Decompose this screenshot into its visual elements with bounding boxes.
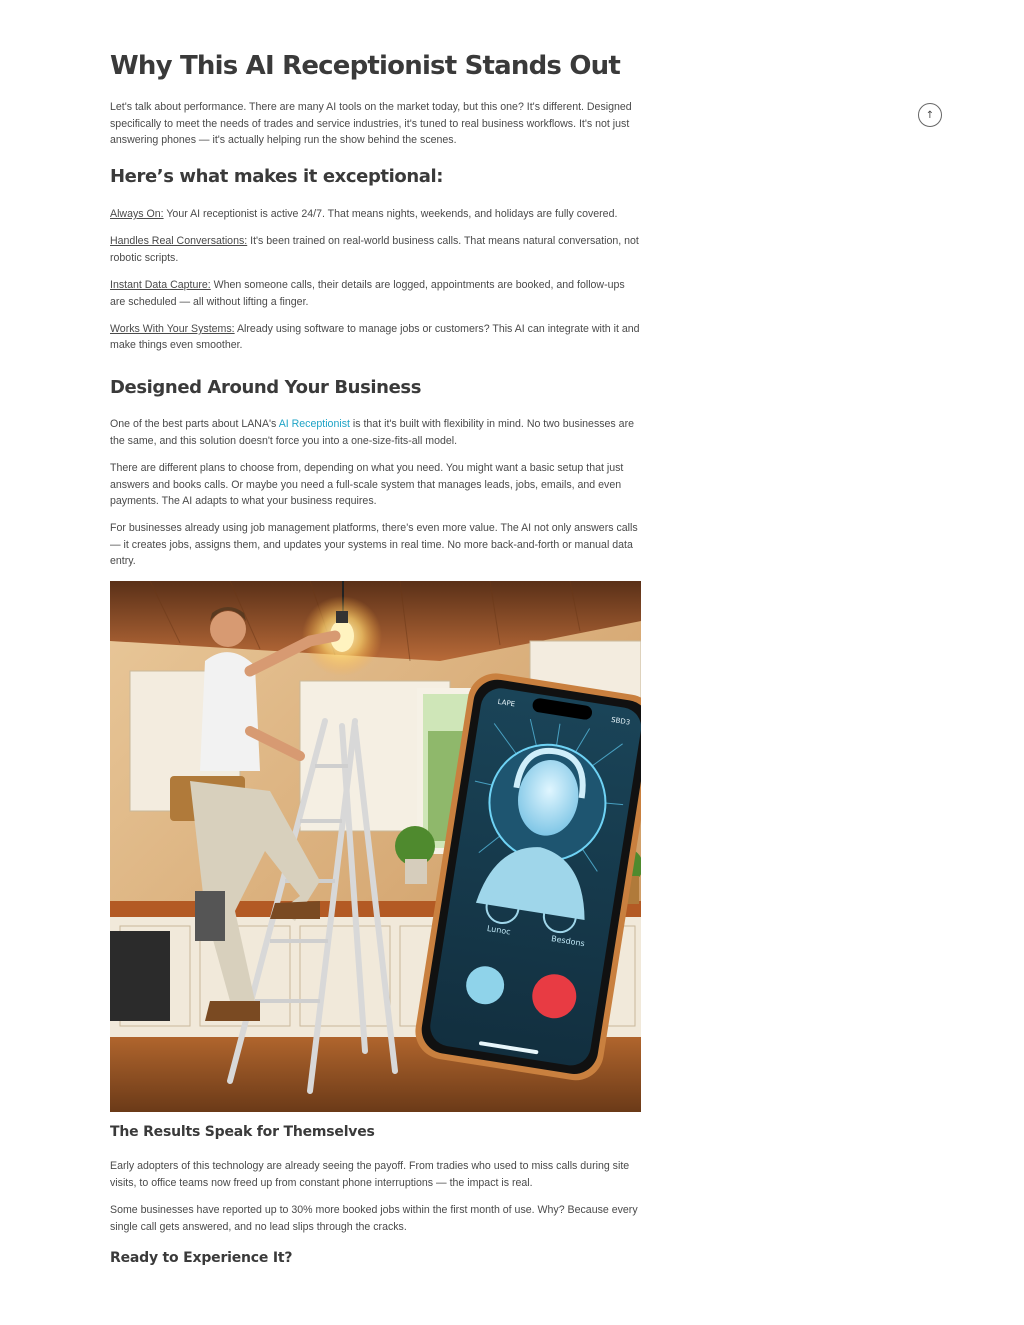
ready-heading: Ready to Experience It?: [110, 1250, 293, 1267]
feature-text: Already using software to manage jobs or customers? This AI can integrate with it and make things even smoother.: [110, 323, 640, 352]
results-heading: The Results Speak for Themselves: [110, 1123, 375, 1140]
designed-paragraph-1: [110, 416, 641, 449]
phone-left-label: Lunoc: [486, 923, 512, 937]
designed-p1-after: is that it's built with flexibility in mind. No two businesses are the same, and this solution doesn't force you into a one-size-fits-all model.: [110, 418, 634, 447]
article-title: Why This AI Receptionist Stands Out: [110, 51, 621, 81]
intro-paragraph: Let's talk about performance. There are many AI tools on the market today, but this one? It's different. Designed specifically to meet the needs of trades and service industries, it's tuned to real business workflows. It's not just answering phones — it's actually helping run the show behind the scenes.: [110, 101, 632, 146]
article: [110, 40, 641, 1285]
exceptional-heading: Here’s what makes it exceptional:: [110, 166, 444, 188]
ai-receptionist-link[interactable]: AI Receptionist: [278, 418, 350, 431]
feature-item: [110, 321, 641, 354]
status-left: LAPE: [497, 697, 516, 709]
phone-right-label: Besdons: [550, 933, 586, 948]
feature-term: Always On:: [110, 208, 164, 220]
feature-item: [110, 277, 641, 310]
feature-term: Works With Your Systems:: [110, 323, 235, 336]
feature-term: Instant Data Capture:: [110, 279, 211, 292]
results-paragraph-2: Some businesses have reported up to 30% more booked jobs within the first month of use. Why? Because every single call gets answered, and no lead slips through the cracks.: [110, 1204, 638, 1233]
feature-item: [110, 206, 641, 222]
feature-text: It's been trained on real-world business calls. That means natural conversation, not robotic scripts.: [110, 235, 639, 264]
feature-text: When someone calls, their details are logged, appointments are booked, and follow-ups are scheduled — all without lifting a finger.: [110, 279, 625, 308]
designed-paragraph-3: For businesses already using job management platforms, there's even more value. The AI not only answers calls — it creates jobs, assigns them, and updates your systems in real time. No more back-and-forth or manual data entry.: [110, 522, 638, 568]
feature-text: Your AI receptionist is active 24/7. That means nights, weekends, and holidays are fully covered.: [163, 208, 618, 220]
feature-item: [110, 233, 641, 266]
scroll-to-top-button[interactable]: [918, 103, 942, 127]
designed-paragraph-2: There are different plans to choose from, depending on what you need. You might want a basic setup that just answers and books calls. Or maybe you need a full-scale system that manages leads, jobs, emails, and even payments. The AI adapts to what your business requires.: [110, 462, 624, 508]
designed-p1-before: One of the best parts about LANA's: [110, 418, 279, 431]
results-paragraph-1: Early adopters of this technology are already seeing the payoff. From tradies who used to miss calls during site visits, to office teams now freed up from constant phone interruptions — the impact is real.: [110, 1160, 630, 1189]
designed-heading: Designed Around Your Business: [110, 376, 422, 398]
hero-image: [110, 581, 641, 1112]
arrow-up-icon: ↑: [925, 109, 935, 121]
feature-term: Handles Real Conversations:: [110, 235, 248, 248]
status-right: SBD3: [610, 715, 631, 727]
